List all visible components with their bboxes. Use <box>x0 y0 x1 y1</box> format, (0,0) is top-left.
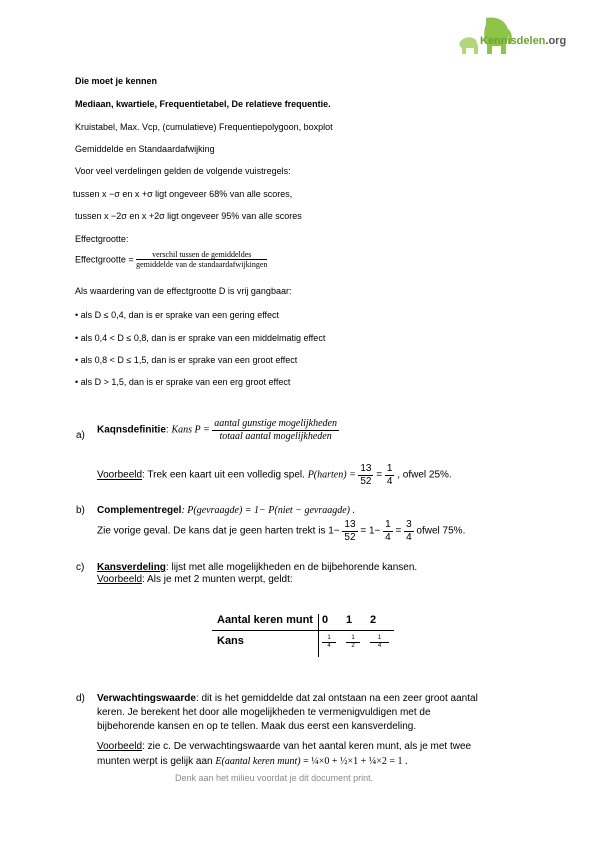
table-header-kans: Kans <box>212 631 319 658</box>
section-d-definition <box>97 693 478 704</box>
voorbeeld-label: Voorbeeld <box>97 469 143 481</box>
section-c-term: Kansverdeling <box>97 562 166 573</box>
heading-die-moet-je-kennen: Die moet je kennen <box>75 76 158 86</box>
section-d-term: Verwachtingswaarde <box>97 693 196 704</box>
rule-68-percent: tussen x −σ en x +σ ligt ongeveer 68% van alle scores, <box>73 189 293 199</box>
table-header-aantal-keren-munt: Aantal keren munt <box>212 614 319 631</box>
voorbeeld-label: Voorbeeld <box>97 741 143 752</box>
section-c-example <box>97 574 293 585</box>
fraction-1-4: $\frac{1}{4}$ <box>386 463 393 487</box>
effect-size-fraction <box>136 250 267 269</box>
footer-note: Denk aan het milieu voordat je dit document print. <box>175 773 374 783</box>
section-d-text-line-2: keren. Je berekent het door alle mogelijkheden te vermenigvuldigen met de <box>97 707 431 718</box>
logo-text-tld: .org <box>545 35 567 47</box>
section-a-colon: : <box>165 424 172 436</box>
effect-size-heading: Effectgrootte: <box>75 234 129 244</box>
kans-denominator: totaal aantal mogelijkheden <box>219 430 332 442</box>
logo-text-main: Kennisdelen <box>480 35 546 47</box>
table-cell: 1 4 <box>319 631 342 658</box>
table-row <box>212 614 394 631</box>
section-a-marker: a) <box>76 430 85 441</box>
section-c-example-text: : Als je met 2 munten werpt, geldt: <box>142 574 293 585</box>
table-cell: 1 <box>341 614 365 631</box>
section-d-example <box>97 741 471 752</box>
topics-line-4: Voor veel verdelingen gelden de volgende vuistregels: <box>75 166 291 176</box>
bullet-item: • als D ≤ 0,4, dan is er sprake van een gering effect <box>75 310 280 320</box>
section-c-text: : lijst met alle mogelijkheden en de bijbehorende kansen. <box>165 562 418 573</box>
bullet-item: • als 0,4 < D ≤ 0,8, dan is er sprake van een middelmatig effect <box>75 333 326 343</box>
bullet-text: als 0,8 < D ≤ 1,5, dan is er sprake van een groot effect <box>80 355 298 365</box>
bullet-text: als D > 1,5, dan is er sprake van een erg groot effect <box>80 377 291 387</box>
table-row <box>212 631 394 658</box>
section-d-text-line-3: bijbehorende kansen en op te tellen. Maak dus eerst een kansverdeling. <box>97 721 417 732</box>
fraction-13-52: $\frac{13}{52}$ <box>344 519 356 543</box>
site-logo <box>456 14 574 60</box>
section-a-example-tail: , ofwel 25%. <box>394 469 452 481</box>
fraction-1-4: $\frac{1}{4}$ <box>385 519 391 543</box>
effect-size-numerator: verschil tussen de gemiddeldes <box>136 250 267 260</box>
bullet-text: als 0,4 < D ≤ 0,8, dan is er sprake van een middelmatig effect <box>80 333 326 343</box>
table-cell: 2 <box>365 614 394 631</box>
section-b-example: Zie vorige geval. De kans dat je geen harten trekt is 1− $\frac{13}{52}$ = 1− $\frac{1}{4}$ = $\frac{3}{4}$ ofwel 75%. <box>97 519 466 543</box>
section-b-definition <box>97 505 355 516</box>
bullet-item: • als D > 1,5, dan is er sprake van een erg groot effect <box>75 377 291 387</box>
kans-formula-prefix: Kans P = <box>171 424 213 436</box>
rule-95-percent: tussen x −2σ en x +2σ ligt ongeveer 95% van alle scores <box>75 211 302 221</box>
topics-line-1: Mediaan, kwartiele, Frequentietabel, De relatieve frequentie. <box>75 99 331 109</box>
kansverdeling-table <box>212 614 394 657</box>
section-a-term: Kaqnsdefinitie <box>97 424 166 436</box>
effect-size-label: Effectgrootte = <box>75 254 137 265</box>
section-b-term: Complementregel <box>97 505 182 516</box>
section-d-marker: d) <box>76 693 85 704</box>
table-cell: 1 4 <box>365 631 394 658</box>
section-b-marker: b) <box>76 505 85 516</box>
effect-size-formula <box>75 250 267 269</box>
fraction-13-52: $\frac{13}{52}$ <box>360 463 372 487</box>
section-c-definition <box>97 562 417 573</box>
section-c-marker: c) <box>76 562 85 573</box>
table-cell: 1 2 <box>341 631 365 658</box>
section-a-example: Voorbeeld: Trek een kaart uit een volledig spel. P(harten) = $\frac{13}{52}$ = $\frac{1}{4}$ , ofwel 25%. <box>97 463 452 487</box>
expectation-result: = ¼×0 + ½×1 + ¼×2 = 1 . <box>300 756 408 767</box>
section-a-definition <box>97 418 339 442</box>
expectation-formula: E(aantal keren munt) <box>215 756 301 767</box>
effect-size-denominator: gemiddelde van de standaardafwijkingen <box>136 260 268 270</box>
p-harten-formula: P(harten) = <box>307 469 359 481</box>
table-cell: 0 <box>319 614 342 631</box>
fraction-3-4: $\frac{3}{4}$ <box>406 519 412 543</box>
bullet-text: als D ≤ 0,4, dan is er sprake van een gering effect <box>80 310 280 320</box>
section-d-example-text: : zie c. De verwachtingswaarde van het aantal keren munt, als je met twee <box>142 741 472 752</box>
bullet-item: • als 0,8 < D ≤ 1,5, dan is er sprake van een groot effect <box>75 355 298 365</box>
section-a-example-text: : Trek een kaart uit een volledig spel. <box>142 469 308 481</box>
section-b-example-tail: ofwel 75%. <box>413 525 466 537</box>
topics-line-3: Gemiddelde en Standaardafwijking <box>75 144 215 154</box>
complement-formula: : P(gevraagde) = 1− P(niet − gevraagde) . <box>181 505 355 516</box>
kans-numerator: aantal gunstige mogelijkheden <box>214 418 337 429</box>
section-d-text: : dit is het gemiddelde dat zal ontstaan na een zeer groot aantal <box>195 693 478 704</box>
kans-fraction <box>212 418 339 442</box>
voorbeeld-label: Voorbeeld <box>97 574 143 585</box>
section-d-example-line-2: munten werpt is gelijk aan E(aantal keren munt) = ¼×0 + ½×1 + ¼×2 = 1 . <box>97 756 408 767</box>
section-b-example-text: Zie vorige geval. De kans dat je geen harten trekt is 1− <box>97 525 343 537</box>
topics-line-2: Kruistabel, Max. Vcp, (cumulatieve) Frequentiepolygoon, boxplot <box>75 122 333 132</box>
waardering-text: Als waardering van de effectgrootte D is vrij gangbaar: <box>75 286 292 296</box>
